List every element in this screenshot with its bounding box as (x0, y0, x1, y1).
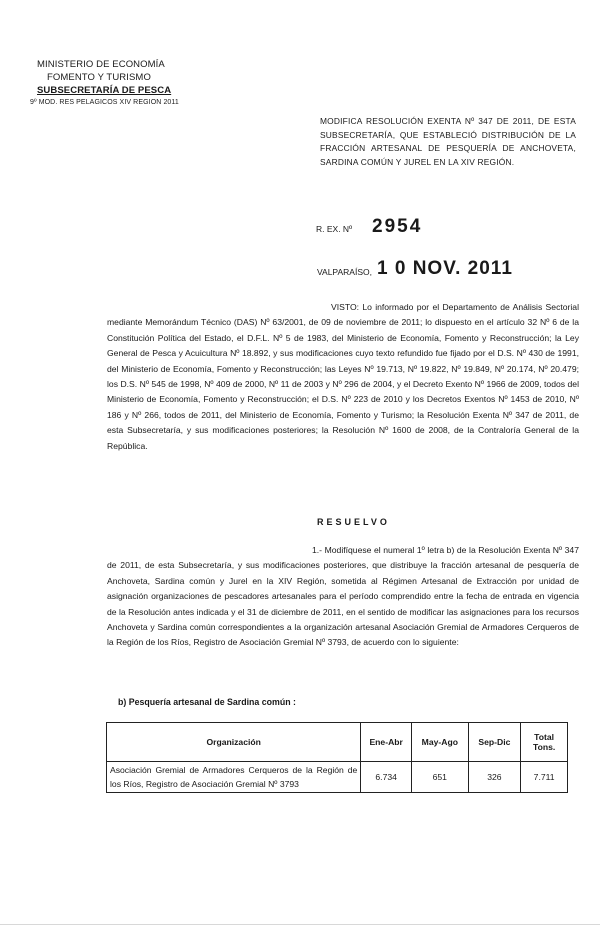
page-edge-divider (0, 924, 600, 925)
resolution-date: 1 0 NOV. 2011 (377, 258, 513, 279)
cell-ene-abr: 6.734 (361, 762, 412, 793)
ministry-name-2: FOMENTO Y TURISMO (47, 72, 151, 83)
resolution-subject: MODIFICA RESOLUCIÓN EXENTA Nº 347 DE 2011, DE ESTA SUBSECRETARÍA, QUE ESTABLECIÓ DISTRIBUCIÓN DE LA FRACCIÓN ARTESANAL DE PESQUERÍA DE ANCHOVETA, SARDINA COMÚN Y JUREL EN LA XIV REGIÓN. (320, 116, 576, 167)
cell-total: 7.711 (521, 762, 568, 793)
col-ene-abr: Ene-Abr (361, 723, 412, 762)
table-subheading: b) Pesquería artesanal de Sardina común : (118, 697, 296, 707)
item-1-paragraph: 1.- Modifíquese el numeral 1º letra b) de la Resolución Exenta Nº 347 de 2011, de esta Subsecretaría, y sus modificaciones posteriores, que distribuye la fracción artesanal de pesquería de Anchoveta, Sardina común y Jurel en la XIV Región, sometida al Régimen Artesanal de Extracción por unidad de asignación organizaciones de pescadores artesanales para el período comprendido entre la fecha de entrada en vigencia de la Resolución antes indicada y el 31 de diciembre de 2011, en el sentido de modificar las asignaciones para los recursos Anchoveta y Sardina común correspondientes a la organización artesanal Asociación Gremial de Armadores Cerqueros de la Región de los Ríos, Registro de Asociación Gremial Nº 3793, de acuerdo con lo siguiente: (107, 545, 579, 648)
table-row (107, 762, 568, 793)
resuelvo-heading: RESUELVO (317, 517, 390, 527)
col-sep-dic: Sep-Dic (468, 723, 521, 762)
resolution-label: R. EX. Nº (316, 224, 353, 234)
resolution-number: 2954 (372, 216, 423, 237)
ministry-header (30, 58, 179, 108)
subsecretaria-name: SUBSECRETARÍA DE PESCA (37, 85, 172, 96)
col-total: Total Tons. (521, 723, 568, 762)
col-organizacion: Organización (107, 723, 361, 762)
document-reference: 9º MOD. RES PELAGICOS XIV REGION 2011 (30, 99, 179, 106)
table-header-row (107, 723, 568, 762)
cell-sep-dic: 326 (468, 762, 521, 793)
allocation-table (106, 722, 568, 793)
ministry-name: MINISTERIO DE ECONOMÍA (37, 59, 165, 70)
cell-organizacion: Asociación Gremial de Armadores Cerqueros de la Región de los Ríos, Registro de Asociación Gremial Nº 3793 (107, 762, 361, 793)
col-may-ago: May-Ago (412, 723, 469, 762)
resolution-city: VALPARAÍSO, (317, 267, 372, 277)
cell-may-ago: 651 (412, 762, 469, 793)
visto-paragraph: VISTO: Lo informado por el Departamento de Análisis Sectorial mediante Memorándum Técnico (DAS) Nº 63/2001, de 09 de noviembre de 2011; lo dispuesto en el artículo 32 Nº 6 de la Constitución Política del Estado, el D.F.L. Nº 5 de 1983, del Ministerio de Economía, Fomento y Reconstrucción; la Ley General de Pesca y Acuicultura Nº 18.892, y sus modificaciones cuyo texto refundido fue fijado por el D.S. Nº 430 de 1991, del Ministerio de Economía, Fomento y Reconstrucción; las Leyes Nº 19.713, Nº 19.822, Nº 19.849, Nº 20.174, Nº 20.479; los D.S. Nº 545 de 1998, Nº 409 de 2000, Nº 11 de 2003 y Nº 296 de 2004, y el Decreto Exento Nº 1966 de 2009, todos del Ministerio de Economía, Fomento y Reconstrucción; el D.S. Nº 223 de 2010 y los Decretos Exentos Nº 1453 de 2010, Nº 186 y Nº 266, todos de 2011, del Ministerio de Economía, Fomento y Turismo; la Resolución Exenta Nº 347 de 2011, de esta Subsecretaría, y sus modificaciones posteriores; la Resolución Nº 1600 de 2008, de la Contraloría General de la República. (107, 302, 579, 451)
